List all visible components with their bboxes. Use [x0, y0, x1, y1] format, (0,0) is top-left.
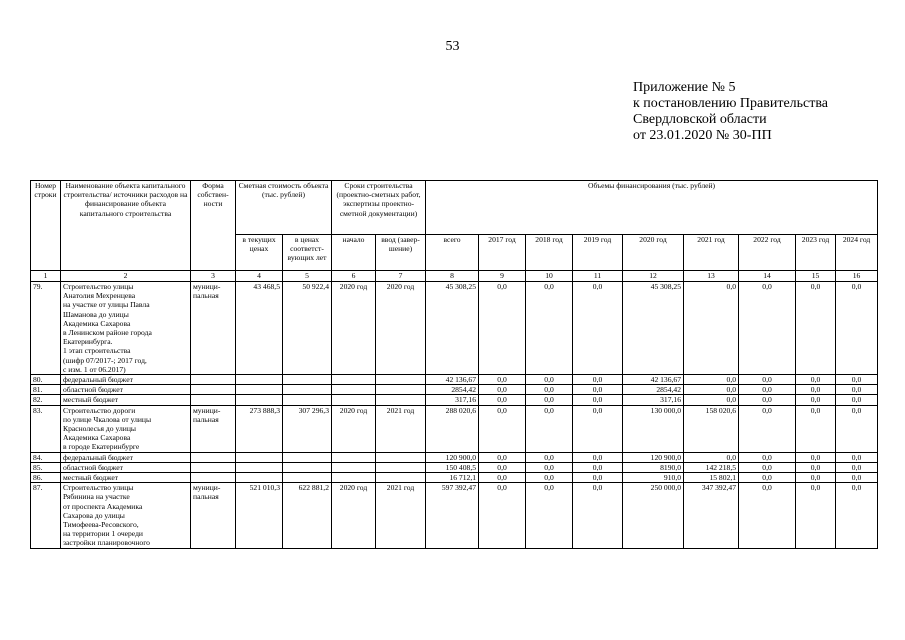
funding-year-value: 0,0 — [526, 395, 573, 405]
funding-year-value: 0,0 — [796, 483, 836, 548]
funding-year-value: 0,0 — [739, 385, 796, 395]
funding-year-value: 0,0 — [836, 473, 878, 483]
header-ownership: Форма собствен-ности — [191, 181, 236, 271]
column-number: 12 — [623, 271, 684, 282]
funding-year-value: 158 020,6 — [684, 405, 739, 452]
object-name: Строительство улицы Рябинина на участке от проспекта Академика Сахарова до улицы Тимофеева-Ресовского, на территории 1 очереди застройки планировочного — [61, 483, 191, 548]
object-name: местный бюджет — [61, 473, 191, 483]
header-cost-relevant-years: в ценах соответст-вующих лет — [283, 235, 332, 271]
ownership-form — [191, 375, 236, 385]
appendix-line: Приложение № 5 — [633, 80, 736, 95]
cost-current: 273 888,3 — [236, 405, 283, 452]
column-number: 8 — [426, 271, 479, 282]
funding-year-value: 0,0 — [796, 375, 836, 385]
row-number: 84. — [31, 452, 61, 462]
funding-year-value: 250 000,0 — [623, 483, 684, 548]
funding-year-value: 0,0 — [526, 282, 573, 375]
cost-relevant-years — [283, 395, 332, 405]
cost-current — [236, 462, 283, 472]
object-name: Строительство дороги по улице Чкалова от улицы Краснолесья до улицы Академика Сахарова в городе Екатеринбурге — [61, 405, 191, 452]
cost-relevant-years — [283, 385, 332, 395]
header-year: 2022 год — [739, 235, 796, 271]
funding-year-value: 0,0 — [796, 282, 836, 375]
ownership-form: муници- пальная — [191, 282, 236, 375]
funding-year-value: 0,0 — [796, 473, 836, 483]
row-number: 87. — [31, 483, 61, 548]
cost-current — [236, 395, 283, 405]
funding-year-value: 142 218,5 — [684, 462, 739, 472]
column-number: 1 — [31, 271, 61, 282]
ownership-form — [191, 462, 236, 472]
funding-year-value: 0,0 — [796, 452, 836, 462]
funding-year-value: 0,0 — [573, 282, 623, 375]
object-name: Строительство улицы Анатолия Мехренцева на участке от улицы Павла Шаманова до улицы Академика Сахарова в Ленинском районе города Екатеринбурга. 1 этап строительства (шифр 07/2017-; 2017 год, с изм. 1 от 06.2017) — [61, 282, 191, 375]
table-row — [31, 395, 878, 405]
funding-year-value: 0,0 — [739, 405, 796, 452]
financing-table — [30, 180, 878, 549]
start-year — [332, 375, 376, 385]
object-name: федеральный бюджет — [61, 452, 191, 462]
funding-year-value: 0,0 — [479, 395, 526, 405]
funding-year-value: 0,0 — [526, 405, 573, 452]
column-number: 14 — [739, 271, 796, 282]
header-construction-terms: Сроки строительства (проектно-сметных работ, экспертизы проектно-сметной документации) — [332, 181, 426, 235]
funding-year-value: 0,0 — [479, 405, 526, 452]
funding-year-value: 0,0 — [796, 405, 836, 452]
funding-year-value: 0,0 — [526, 385, 573, 395]
funding-year-value: 0,0 — [836, 483, 878, 548]
column-number: 6 — [332, 271, 376, 282]
table-row — [31, 282, 878, 375]
header-year: 2023 год — [796, 235, 836, 271]
header-year: 2024 год — [836, 235, 878, 271]
funding-total: 42 136,67 — [426, 375, 479, 385]
funding-year-value: 0,0 — [479, 452, 526, 462]
funding-year-value: 15 802,1 — [684, 473, 739, 483]
funding-total: 317,16 — [426, 395, 479, 405]
funding-year-value: 0,0 — [796, 385, 836, 395]
ownership-form: муници- пальная — [191, 483, 236, 548]
funding-year-value: 0,0 — [573, 395, 623, 405]
start-year — [332, 385, 376, 395]
cost-current — [236, 452, 283, 462]
funding-year-value: 0,0 — [479, 473, 526, 483]
column-number: 7 — [376, 271, 426, 282]
commission-year — [376, 462, 426, 472]
commission-year — [376, 395, 426, 405]
funding-total: 45 308,25 — [426, 282, 479, 375]
commission-year: 2021 год — [376, 405, 426, 452]
appendix-block — [633, 80, 828, 144]
ownership-form — [191, 473, 236, 483]
funding-year-value: 0,0 — [573, 483, 623, 548]
funding-total: 16 712,1 — [426, 473, 479, 483]
funding-year-value: 0,0 — [739, 473, 796, 483]
table-row — [31, 405, 878, 452]
header-year: 2020 год — [623, 235, 684, 271]
object-name: областной бюджет — [61, 385, 191, 395]
funding-year-value: 0,0 — [739, 462, 796, 472]
funding-year-value: 0,0 — [684, 375, 739, 385]
cost-relevant-years — [283, 462, 332, 472]
header-year: 2019 год — [573, 235, 623, 271]
table-row — [31, 483, 878, 548]
header-cost-current: в текущих ценах — [236, 235, 283, 271]
commission-year: 2020 год — [376, 282, 426, 375]
funding-total: 288 020,6 — [426, 405, 479, 452]
column-number: 9 — [479, 271, 526, 282]
column-number: 15 — [796, 271, 836, 282]
header-start: начало — [332, 235, 376, 271]
cost-relevant-years: 307 296,3 — [283, 405, 332, 452]
commission-year — [376, 375, 426, 385]
funding-year-value: 0,0 — [526, 375, 573, 385]
funding-year-value: 130 000,0 — [623, 405, 684, 452]
funding-year-value: 0,0 — [836, 375, 878, 385]
header-object-name: Наименование объекта капитального строительства/ источники расходов на финансирование объекта капитального строительства — [61, 181, 191, 271]
funding-year-value: 0,0 — [479, 375, 526, 385]
funding-year-value: 0,0 — [836, 405, 878, 452]
funding-year-value: 0,0 — [526, 473, 573, 483]
cost-relevant-years — [283, 452, 332, 462]
row-number: 86. — [31, 473, 61, 483]
funding-year-value: 0,0 — [836, 282, 878, 375]
cost-relevant-years — [283, 473, 332, 483]
funding-year-value: 0,0 — [479, 282, 526, 375]
funding-year-value: 0,0 — [836, 385, 878, 395]
funding-year-value: 0,0 — [573, 385, 623, 395]
start-year: 2020 год — [332, 405, 376, 452]
funding-year-value: 0,0 — [526, 483, 573, 548]
table-row — [31, 473, 878, 483]
funding-year-value: 910,0 — [623, 473, 684, 483]
row-number: 83. — [31, 405, 61, 452]
start-year — [332, 473, 376, 483]
start-year: 2020 год — [332, 282, 376, 375]
funding-year-value: 0,0 — [479, 462, 526, 472]
funding-year-value: 0,0 — [836, 462, 878, 472]
table-row — [31, 452, 878, 462]
funding-year-value: 0,0 — [526, 452, 573, 462]
header-year: 2021 год — [684, 235, 739, 271]
funding-year-value: 45 308,25 — [623, 282, 684, 375]
funding-year-value: 0,0 — [739, 375, 796, 385]
column-number: 2 — [61, 271, 191, 282]
object-name: федеральный бюджет — [61, 375, 191, 385]
header-row-number: Номер строки — [31, 181, 61, 271]
row-number: 81. — [31, 385, 61, 395]
cost-current — [236, 375, 283, 385]
cost-relevant-years: 622 881,2 — [283, 483, 332, 548]
funding-year-value: 0,0 — [739, 395, 796, 405]
funding-total: 2854,42 — [426, 385, 479, 395]
table-row — [31, 385, 878, 395]
commission-year — [376, 452, 426, 462]
commission-year — [376, 473, 426, 483]
funding-year-value: 317,16 — [623, 395, 684, 405]
row-number: 79. — [31, 282, 61, 375]
column-number: 5 — [283, 271, 332, 282]
cost-relevant-years: 50 922,4 — [283, 282, 332, 375]
ownership-form — [191, 385, 236, 395]
start-year — [332, 452, 376, 462]
column-number: 3 — [191, 271, 236, 282]
funding-year-value: 0,0 — [479, 385, 526, 395]
funding-year-value: 347 392,47 — [684, 483, 739, 548]
funding-year-value: 0,0 — [526, 462, 573, 472]
funding-year-value: 0,0 — [739, 282, 796, 375]
cost-relevant-years — [283, 375, 332, 385]
funding-year-value: 0,0 — [684, 282, 739, 375]
object-name: областной бюджет — [61, 462, 191, 472]
funding-total: 597 392,47 — [426, 483, 479, 548]
funding-year-value: 0,0 — [573, 462, 623, 472]
funding-year-value: 2854,42 — [623, 385, 684, 395]
object-name: местный бюджет — [61, 395, 191, 405]
funding-year-value: 0,0 — [836, 452, 878, 462]
funding-total: 120 900,0 — [426, 452, 479, 462]
table-row — [31, 375, 878, 385]
ownership-form: муници- пальная — [191, 405, 236, 452]
column-number: 10 — [526, 271, 573, 282]
funding-year-value: 42 136,67 — [623, 375, 684, 385]
cost-current — [236, 473, 283, 483]
column-number: 11 — [573, 271, 623, 282]
commission-year: 2021 год — [376, 483, 426, 548]
header-year: 2018 год — [526, 235, 573, 271]
funding-year-value: 0,0 — [739, 452, 796, 462]
funding-year-value: 0,0 — [836, 395, 878, 405]
column-number: 4 — [236, 271, 283, 282]
header-funding-volumes: Объемы финансирования (тыс. рублей) — [426, 181, 878, 235]
column-number-row — [31, 271, 878, 282]
funding-year-value: 0,0 — [479, 483, 526, 548]
funding-year-value: 0,0 — [573, 452, 623, 462]
cost-current: 521 010,3 — [236, 483, 283, 548]
row-number: 82. — [31, 395, 61, 405]
funding-total: 150 408,5 — [426, 462, 479, 472]
ownership-form — [191, 395, 236, 405]
appendix-line: Свердловской области — [633, 112, 767, 127]
header-year: 2017 год — [479, 235, 526, 271]
funding-year-value: 8190,0 — [623, 462, 684, 472]
funding-year-value: 0,0 — [684, 452, 739, 462]
funding-year-value: 0,0 — [739, 483, 796, 548]
cost-current — [236, 385, 283, 395]
funding-year-value: 0,0 — [796, 395, 836, 405]
funding-year-value: 0,0 — [573, 375, 623, 385]
column-number: 16 — [836, 271, 878, 282]
row-number: 80. — [31, 375, 61, 385]
funding-year-value: 0,0 — [684, 395, 739, 405]
column-number: 13 — [684, 271, 739, 282]
page-number: 53 — [445, 39, 460, 54]
start-year: 2020 год — [332, 483, 376, 548]
start-year — [332, 395, 376, 405]
appendix-line: к постановлению Правительства — [633, 96, 829, 111]
start-year — [332, 462, 376, 472]
appendix-line: от 23.01.2020 № 30-ПП — [633, 128, 772, 143]
funding-year-value: 0,0 — [684, 385, 739, 395]
funding-year-value: 120 900,0 — [623, 452, 684, 462]
funding-year-value: 0,0 — [573, 405, 623, 452]
header-estimated-cost: Сметная стоимость объекта (тыс. рублей) — [236, 181, 332, 235]
row-number: 85. — [31, 462, 61, 472]
table-row — [31, 462, 878, 472]
funding-year-value: 0,0 — [796, 462, 836, 472]
cost-current: 43 468,5 — [236, 282, 283, 375]
header-total: всего — [426, 235, 479, 271]
commission-year — [376, 385, 426, 395]
funding-year-value: 0,0 — [573, 473, 623, 483]
header-commission: ввод (завер-шение) — [376, 235, 426, 271]
ownership-form — [191, 452, 236, 462]
